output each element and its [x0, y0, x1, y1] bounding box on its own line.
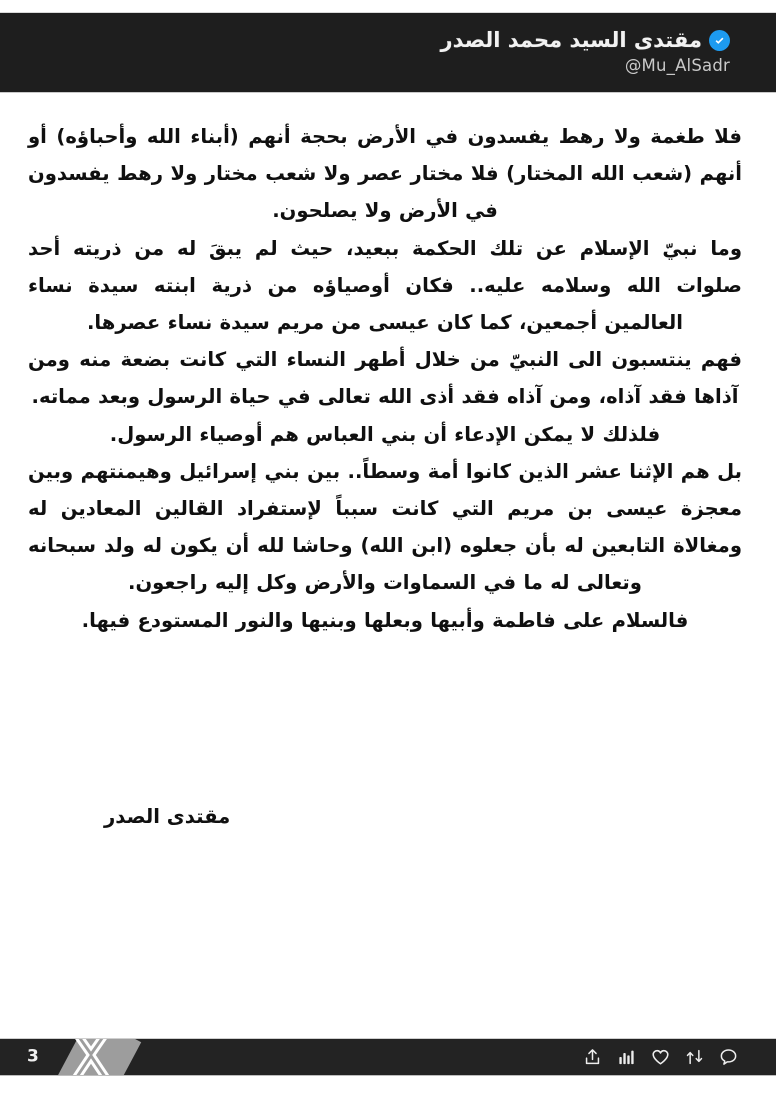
- tweet-paragraph: وما نبيّ الإسلام عن تلك الحكمة ببعيد، حيث لم يبقَ له من ذريته أحد صلوات الله وسلامه عليه.. فكان أوصياؤه من ذرية ابنته سيدة نساء العالمين أجمعين، كما كان عيسى من مريم سيدة نساء عصرها.: [28, 236, 742, 335]
- account-display-name: مقتدى السيد محمد الصدر: [440, 28, 702, 53]
- logo-diagonal-band: [45, 1038, 141, 1076]
- reply-icon[interactable]: [719, 1048, 738, 1067]
- like-icon[interactable]: [651, 1048, 670, 1067]
- tweet-actions: [583, 1048, 738, 1067]
- tweet-paragraph: فلا طغمة ولا رهط يفسدون في الأرض بحجة أنهم (أبناء الله وأحباؤه) أو أنهم (شعب الله المختار) فلا مختار عصر ولا شعب مختار ولا رهط يفسدون في الأرض ولا يصلحون.: [28, 125, 742, 223]
- tweet-body-text: [28, 118, 742, 639]
- account-header: [0, 12, 776, 93]
- display-name-row: [441, 29, 731, 52]
- tweet-paragraph: بل هم الإثنا عشر الذين كانوا أمة وسطاً.. بين بني إسرائيل وهيمنتهم وبين معجزة عيسى بن مريم التي كانت سبباً لإستفراد القالين المعادين له ومغالاة التابعين له بأن جعلوه (ابن الله) وحاشا لله أن يكون له ولد سبحانه وتعالى له ما في السماوات والأرض وكل إليه راجعون.: [28, 459, 742, 595]
- author-signature: مقتدى الصدر: [104, 805, 231, 828]
- share-icon[interactable]: [583, 1048, 602, 1067]
- tweet-paragraph: فلذلك لا يمكن الإدعاء أن بني العباس هم أوصياء الرسول.: [109, 422, 661, 446]
- tweet-footer-bar: [0, 1038, 776, 1076]
- tweet-paragraph: فهم ينتسبون الى النبيّ من خلال أطهر النساء التي كانت بضعة منه ومن آذاها فقد آذاه، ومن آذاه فقد أذى الله تعالى في حياة الرسول وبعد مماته.: [28, 348, 742, 409]
- x-logo-icon: [48, 1038, 248, 1076]
- x-glyph: [66, 1038, 118, 1076]
- verified-check-icon: [709, 30, 730, 51]
- account-handle[interactable]: @Mu_AlSadr: [624, 56, 730, 76]
- analytics-icon[interactable]: [617, 1048, 636, 1067]
- tweet-paragraph: فالسلام على فاطمة وأبيها وبعلها وبنيها والنور المستودع فيها.: [81, 608, 689, 632]
- page-number: 3: [27, 1046, 39, 1067]
- retweet-icon[interactable]: [685, 1048, 704, 1067]
